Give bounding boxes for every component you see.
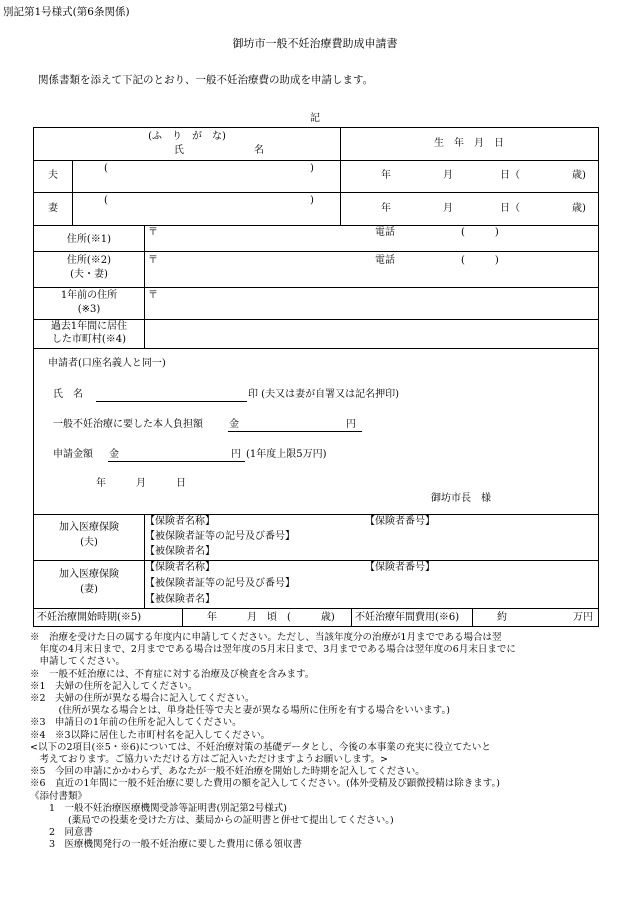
postal-mark: 〒 — [148, 290, 158, 301]
wife-insured-name[interactable]: 【被保険者名】 — [145, 594, 215, 605]
attachment-item: 1 一般不妊治療医療機関受診等証明書(別記第2号様式) — [30, 802, 288, 814]
phone2-field[interactable]: ( ) — [461, 255, 499, 266]
prev-address-field[interactable] — [154, 290, 594, 318]
treatment-start-value[interactable]: 年 月 頃 ( 歳) — [207, 612, 335, 623]
postal-mark: 〒 — [148, 227, 158, 238]
wife-label: 妻 — [48, 203, 58, 214]
note-line: ※2 夫婦の住所が異なる場合に記入してください。 — [30, 693, 255, 705]
self-pay-amount-field[interactable] — [244, 417, 344, 431]
prev-address-sub: (※3) — [77, 304, 101, 315]
husband-furigana-open: ( — [104, 163, 108, 174]
insurance-husband-label: 加入医療保険 — [59, 522, 119, 533]
self-pay-label: 一般不妊治療に要した本人負担額 — [53, 419, 203, 430]
form-number: 別記第1号様式(第6条関係) — [3, 6, 130, 18]
apply-amount-label: 申請金額 — [53, 449, 93, 460]
application-date: 年 月 日 — [96, 478, 186, 489]
husband-age: 歳) — [572, 170, 586, 181]
annual-cost-field[interactable] — [510, 611, 570, 625]
intro-text: 関係書類を添えて下記のとおり、一般不妊治療費の助成を申請します。 — [38, 74, 374, 86]
past-city-sub: した市町村(※4) — [51, 334, 127, 345]
seal-note: 印 (夫又は妻が自署又は記名押印) — [248, 389, 399, 400]
applicant-heading: 申請者(口座名義人と同一) — [48, 358, 166, 369]
annual-cost-yen: 万円 — [573, 612, 593, 623]
mayor-address: 御坊市長 様 — [431, 493, 491, 504]
note-line: ※ 一般不妊治療には、不育症に対する治療及び検査を含みます。 — [30, 668, 315, 680]
prev-address-label: 1年前の住所 — [60, 290, 118, 301]
note-line: ※5 今回の申請にかかわらず、あなたが一般不妊治療を開始した時期を記入してください。 — [30, 766, 425, 778]
note-line: ※6 直近の1年間に一般不妊治療に要した費用の額を記入してください。(体外受精及び顕微授精は除きます。) — [30, 778, 500, 790]
apply-amount-yen: 円 — [231, 449, 241, 460]
attachment-item: 2 同意書 — [30, 827, 94, 839]
husband-birth-year: 年 — [381, 170, 391, 181]
insurance-wife-label: 加入医療保険 — [59, 569, 119, 580]
wife-name-field[interactable] — [70, 196, 336, 222]
apply-amount-field[interactable] — [124, 447, 229, 461]
applicant-name-field[interactable] — [96, 387, 247, 401]
annual-cost-label: 不妊治療年間費用(※6) — [355, 612, 460, 623]
note-line: (住所が異なる場合とは、単身赴任等で夫と妻が異なる場所に住所を有する場合をいいます。) — [30, 705, 450, 717]
husband-insurer-number[interactable]: 【保険者番号】 — [365, 516, 435, 527]
phone1-label: 電話 — [375, 227, 395, 238]
attachments-heading: 《添付書類》 — [30, 790, 88, 802]
notes-section — [30, 632, 605, 852]
wife-furigana-close: ) — [310, 195, 314, 206]
past-city-field[interactable] — [148, 321, 594, 347]
birthdate-column-label: 生 年 月 日 — [434, 138, 504, 149]
wife-birth-month: 月 — [443, 203, 453, 214]
past-city-label: 過去1年間に居住 — [50, 321, 128, 332]
address1-field[interactable] — [154, 227, 354, 249]
husband-card-symbol[interactable]: 【被保険者証等の記号及び番号】 — [145, 531, 295, 542]
phone2-label: 電話 — [375, 255, 395, 266]
note-line: ※1 夫婦の住所を記入してください。 — [30, 680, 198, 692]
husband-insured-name[interactable]: 【被保険者名】 — [145, 546, 215, 557]
treatment-start-label: 不妊治療開始時期(※5) — [37, 612, 142, 623]
applicant-name-label: 氏 名 — [53, 389, 83, 400]
husband-birth-day: 日（ — [500, 170, 520, 181]
self-pay-kin: 金 — [229, 419, 239, 430]
husband-birth-month: 月 — [443, 170, 453, 181]
note-line: 年度の4月末日まで、2月までである場合は翌年度の5月末日まで、3月までである場合は翌年度の6月末日までに — [30, 644, 516, 656]
attachment-item: (薬局での投薬を受けた方は、薬局からの証明書と併せて提出してください。) — [30, 815, 394, 827]
note-line: <以下の2項目(※5・※6)については、不妊治療対策の基礎データとし、今後の本事業の充実に役立てたいと — [30, 741, 491, 753]
ki-label: 記 — [310, 113, 320, 124]
postal-mark: 〒 — [148, 255, 158, 266]
note-line: ※ 治療を受けた日の属する年度内に申請してください。ただし、当該年度分の治療が1月までである場合は翌 — [30, 632, 502, 643]
phone1-field[interactable]: ( ) — [461, 227, 499, 238]
apply-amount-kin: 金 — [109, 449, 119, 460]
wife-birth-year: 年 — [381, 203, 391, 214]
page-title: 御坊市一般不妊治療費助成申請書 — [232, 37, 398, 50]
wife-insurer-name[interactable]: 【保険者名称】 — [145, 562, 215, 573]
note-line: 考えております。ご協力いただける方はご記入いただけますようお願いします。> — [30, 754, 388, 766]
self-pay-yen: 円 — [346, 419, 356, 430]
husband-name-field[interactable] — [70, 164, 336, 190]
application-form — [33, 127, 599, 627]
address1-label: 住所(※1) — [66, 234, 112, 245]
wife-card-symbol[interactable]: 【被保険者証等の記号及び番号】 — [145, 578, 295, 589]
furigana-label: (ふ り が な) — [148, 131, 226, 142]
name-column-label: 氏 名 — [174, 145, 264, 156]
address2-field[interactable] — [154, 254, 354, 284]
address2-label: 住所(※2) — [66, 255, 112, 266]
annual-cost-approx: 約 — [497, 612, 507, 623]
note-line: ※4 ※3以降に居住した市町村名を記入してください。 — [30, 729, 271, 741]
wife-birth-day: 日（ — [500, 203, 520, 214]
husband-insurer-name[interactable]: 【保険者名称】 — [145, 516, 215, 527]
insurance-husband-sub: (夫) — [80, 537, 98, 548]
wife-age: 歳) — [572, 203, 586, 214]
limit-note: (1年度上限5万円) — [246, 449, 327, 460]
wife-furigana-open: ( — [104, 195, 108, 206]
wife-insurer-number[interactable]: 【保険者番号】 — [365, 562, 435, 573]
attachment-item: 3 医療機関発行の一般不妊治療に要した費用に係る領収書 — [30, 839, 303, 851]
husband-label: 夫 — [48, 170, 58, 181]
note-line: 申請してください。 — [30, 656, 126, 668]
address2-sub: (夫・妻) — [70, 269, 108, 280]
husband-furigana-close: ) — [310, 163, 314, 174]
note-line: ※3 申請日の1年前の住所を記入してください。 — [30, 717, 242, 729]
insurance-wife-sub: (妻) — [80, 584, 98, 595]
